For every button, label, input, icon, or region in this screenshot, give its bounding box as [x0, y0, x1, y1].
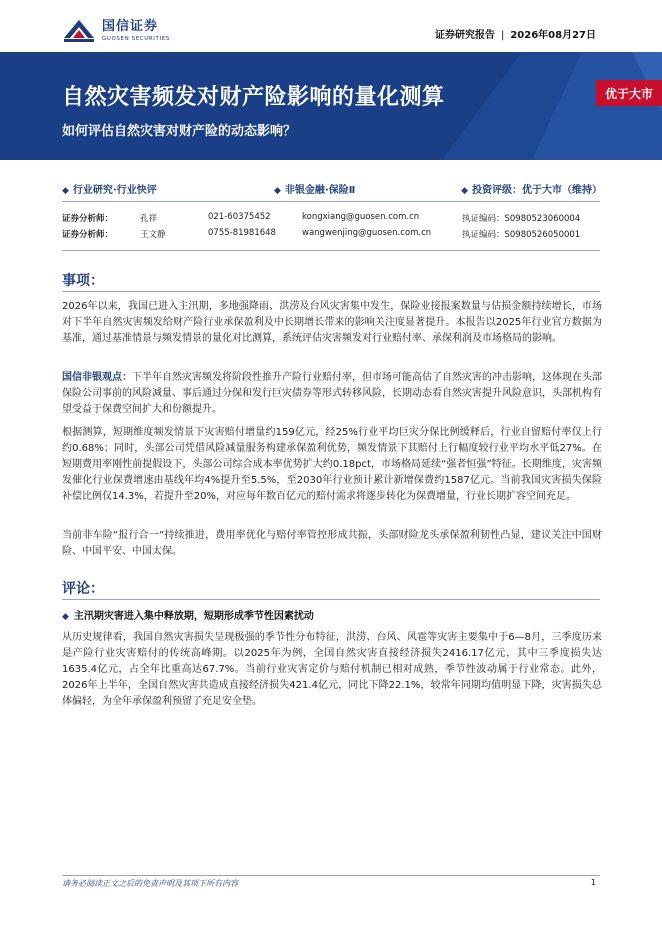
category-rating — [461, 181, 602, 196]
view-text: 下半年自然灾害频发将阶段性推升产险行业赔付率，但市场可能高估了自然灾害的冲击影响，这体现在头部保险公司事前的风险减量、事后通过分保和发行巨灾债券等形式转移风险，长期动态看自然灾害提升风险意识，头部机构有望受益于保费空间扩大和份额提升。 — [62, 372, 602, 415]
paragraph-background: 2026年以来，我国已进入主汛期，多地强降雨、洪涝及台风灾害集中发生，保险业接报案数量与估损金额持续增长，市场对下半年自然灾害频发给财产险行业承保盈利及中长期增长带来的影响关注度显著提升。本报告以2025年行业官方数据为基准，通过基准情景与频发情景的量化对比测算，系统评估灾害频发对行业赔付率、承保利润及市场格局的影响。 — [62, 301, 602, 344]
bullet-heading — [62, 607, 314, 622]
rating-badge: 优于大市 — [596, 80, 662, 106]
logo-english-name: GUOSEN SECURITIES — [102, 36, 170, 42]
paragraph-seasonality: 从历史规律看，我国自然灾害损失呈现极强的季节性分布特征，洪涝、台风、风雹等灾害主要集中于6—8月，三季度历来是产险行业灾害赔付的传统高峰期。以2025年为例，全国自然灾害直接经济损失2416.17亿元，其中三季度损失达1635.4亿元，占全年比重高达67.7%。当前行业灾害定价与赔付机制已相对成熟，季节性波动属于行业常态。此外，2026年上半年，全国自然灾害共造成直接经济损失421.4亿元，同比下降22.1%，较常年同期均值明显下降，灾害损失总体偏轻，为全年承保盈利预留了充足安全垫。 — [62, 632, 602, 707]
analyst-email[interactable]: kongxiang@guosen.com.cn — [302, 212, 420, 222]
analyst-row — [62, 212, 602, 228]
diamond-icon: ◆ — [62, 186, 69, 196]
analyst-row — [62, 228, 602, 244]
header-separator: | — [500, 30, 505, 41]
company-logo — [62, 16, 170, 46]
analyst-role: 证券分析师： — [62, 214, 114, 224]
report-subtitle: 如何评估自然灾害对财产险的动态影响？ — [62, 124, 297, 139]
logo-mark-icon — [62, 18, 96, 44]
paragraph-recommendation: 当前非车险“报行合一”持续推进，费用率优化与赔付率管控形成共振，头部财险龙头承保盈利韧性凸显，建议关注中国财险、中国平安、中国太保。 — [62, 530, 602, 557]
analyst-name: 王文静 — [140, 230, 166, 240]
report-type: 证券研究报告 — [434, 30, 495, 41]
bullet-heading-text: 主汛期灾害进入集中释放期，短期形成季节性因素扰动 — [73, 611, 314, 622]
diamond-icon: ◆ — [274, 186, 281, 196]
divider — [62, 291, 600, 292]
title-banner — [0, 52, 662, 160]
analyst-list — [62, 212, 602, 244]
category-sector-label: 非银金融·保险Ⅱ — [284, 185, 356, 196]
diamond-icon: ◆ — [62, 612, 69, 622]
category-industry-label: 行业研究·行业快评 — [72, 185, 157, 196]
footer-disclaimer: 请务必阅读正文之后的免责声明及其项下所有内容 — [62, 879, 238, 888]
category-industry — [62, 181, 157, 196]
paragraph-estimate: 根据测算，短期维度频发情景下灾害赔付增量约159亿元，经25%行业平均巨灾分保比例缓释后，行业自留赔付率仅上行约0.68%；同时，头部公司凭借风险减量服务构建承保盈利优势，频发情景下其赔付上行幅度较行业平均水平低27%。在短期费用率刚性前提假设下，头部公司综合成本率优势扩大约0.18pct，市场格局延续“强者恒强”特征。长期维度，灾害频发催化行业保费增速由基线年均4%提升至5.5%，至2030年行业预计累计新增保费约1587亿元。当前我国灾害损失保险补偿比例仅14.3%，若提升至20%，对应每年数百亿元的赔付需求将逐步转化为保费增量，行业长期扩容空间充足。 — [62, 427, 602, 502]
divider — [62, 599, 600, 600]
analyst-email[interactable]: wangwenjing@guosen.com.cn — [302, 228, 432, 238]
diamond-icon: ◆ — [461, 186, 468, 196]
logo-name: 国信证券 — [102, 19, 159, 34]
analyst-cert: 执证编码：S0980526050001 — [462, 230, 581, 240]
analyst-role: 证券分析师： — [62, 230, 114, 240]
page-number: 1 — [590, 878, 596, 887]
analyst-cert: 执证编码：S0980523060004 — [462, 214, 581, 224]
view-label: 国信非银观点： — [62, 372, 132, 383]
report-title: 自然灾害频发对财产险影响的量化测算 — [62, 85, 445, 110]
category-sector — [274, 181, 355, 196]
section-title-comment: 评论： — [62, 581, 104, 597]
category-rating-label: 投资评级：优于大市（维持） — [472, 185, 602, 196]
analyst-phone: 0755-81981648 — [208, 228, 276, 238]
divider — [62, 250, 600, 251]
divider — [62, 201, 600, 202]
analyst-phone: 021-60375452 — [208, 212, 271, 222]
report-header — [435, 26, 596, 41]
category-row — [62, 181, 602, 197]
report-date: 2026年08月27日 — [510, 30, 596, 41]
paragraph-view — [62, 370, 602, 418]
section-title-event: 事项： — [62, 273, 104, 289]
footer-divider — [62, 875, 600, 876]
analyst-name: 孔祥 — [140, 214, 158, 224]
